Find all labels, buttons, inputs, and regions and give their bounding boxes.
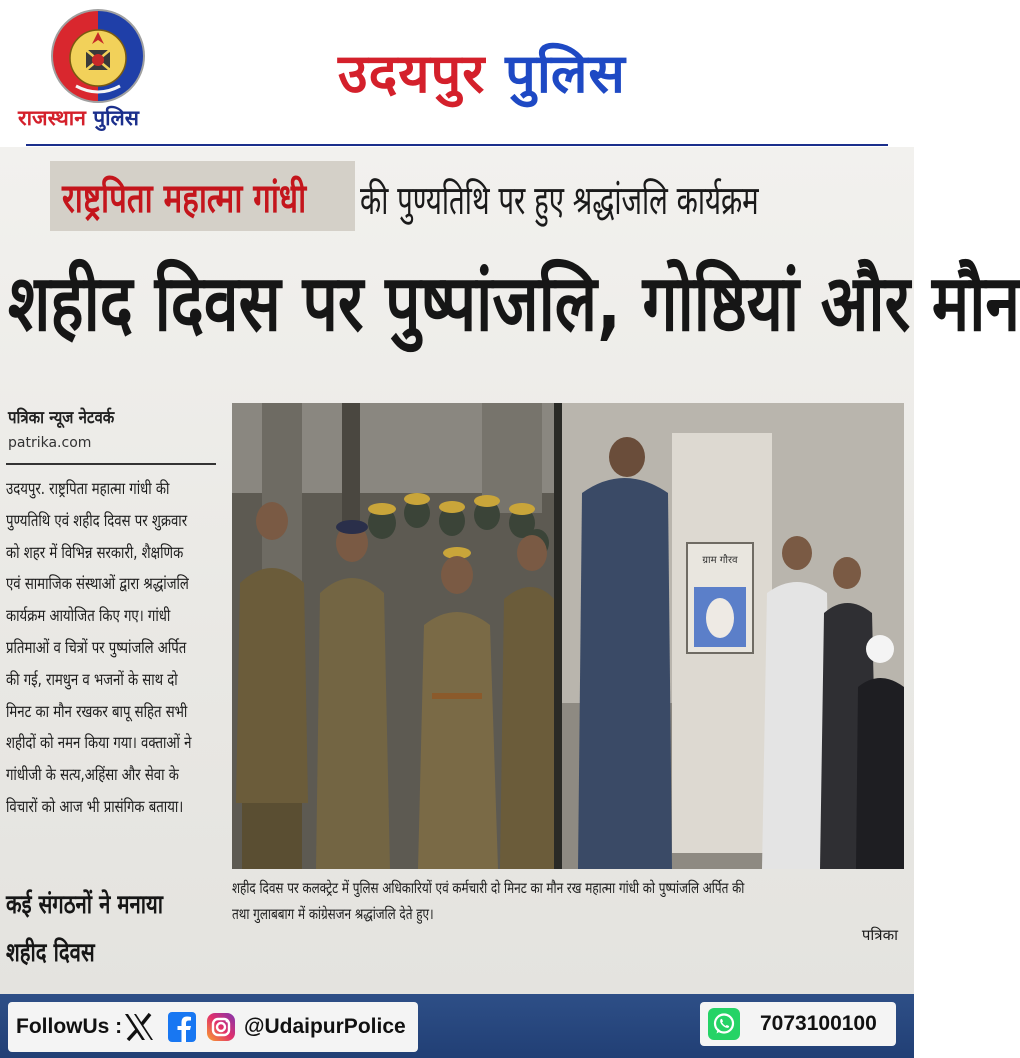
byline-divider [6,463,216,465]
photo-sign: ग्राम गौरव [702,555,738,566]
kicker-text: की पुण्यतिथि पर हुए श्रद्धांजलि कार्यक्रम [360,178,759,224]
instagram-icon[interactable] [206,1012,236,1042]
page-title [338,34,626,108]
x-icon[interactable] [122,1011,156,1043]
article-line: गांधीजी के सत्य,अहिंसा और सेवा के [6,765,179,785]
caption-line1: शहीद दिवस पर कलक्ट्रेट में पुलिस अधिकारियों एवं कर्मचारी दो मिनट का मौन रख महात्मा गांधी को पुष्पांजलि अर्पित की [232,879,745,897]
article-line: विचारों को आज भी प्रासंगिक बताया। [6,796,184,816]
caption-line2: तथा गुलाबबाग में कांग्रेसजन श्रद्धांजलि देते हुए। [232,905,434,923]
headline: शहीद दिवस पर पुष्पांजलि, गोष्ठियां और मौन [8,259,1020,349]
newspaper-clipping [0,147,1020,994]
article-line: एवं सामाजिक संस्थाओं द्वारा श्रद्धांजलि [6,574,189,594]
header [0,0,914,148]
org-name [18,104,139,132]
byline: पत्रिका न्यूज नेटवर्क [8,408,115,428]
source-site: patrika.com [8,435,92,451]
kicker-highlight-box [50,161,355,231]
footer-bar [0,994,914,1058]
page-title-part1: उदयपुर [338,41,486,105]
kicker-highlight: राष्ट्रपिता महात्मा गांधी [62,176,307,222]
rajasthan-police-emblem-icon [46,8,150,104]
subheading-line1: कई संगठनों ने मनाया [6,890,164,920]
phone-number[interactable]: 7073100100 [760,1012,877,1035]
org-name-part1: राजस्थान [18,106,86,130]
news-photo [232,403,904,869]
article-line: कार्यक्रम आयोजित किए गए। गांधी [6,606,171,626]
org-name-part2: पुलिस [93,106,139,130]
article-line: मिनट का मौन रखकर बापू सहित सभी [6,701,188,721]
kicker-line [0,161,914,233]
article-line: को शहर में विभिन्न सरकारी, शैक्षणिक [6,542,184,562]
photo-caption [232,875,904,927]
subheading-line2: शहीद दिवस [6,938,95,968]
page-title-part2: पुलिस [505,41,626,105]
article-line: शहीदों को नमन किया गया। वक्ताओं ने [6,733,192,753]
social-handle[interactable]: @UdaipurPolice [244,1015,406,1038]
article-body [6,473,218,823]
follow-label: FollowUs : [16,1015,123,1038]
whatsapp-box [700,1002,896,1046]
header-divider [26,144,888,146]
article-line: की गई, रामधुन व भजनों के साथ दो [6,669,178,689]
facebook-icon[interactable] [168,1011,196,1043]
article-line: पुण्यतिथि एवं शहीद दिवस पर शुक्रवार [6,510,188,530]
whatsapp-icon[interactable] [708,1008,740,1040]
article-line: प्रतिमाओं व चित्रों पर पुष्पांजलि अर्पित [6,637,187,657]
photo-credit: पत्रिका [861,926,898,944]
article-line: उदयपुर. राष्ट्रपिता महात्मा गांधी की [6,479,170,498]
social-box [8,1002,418,1052]
